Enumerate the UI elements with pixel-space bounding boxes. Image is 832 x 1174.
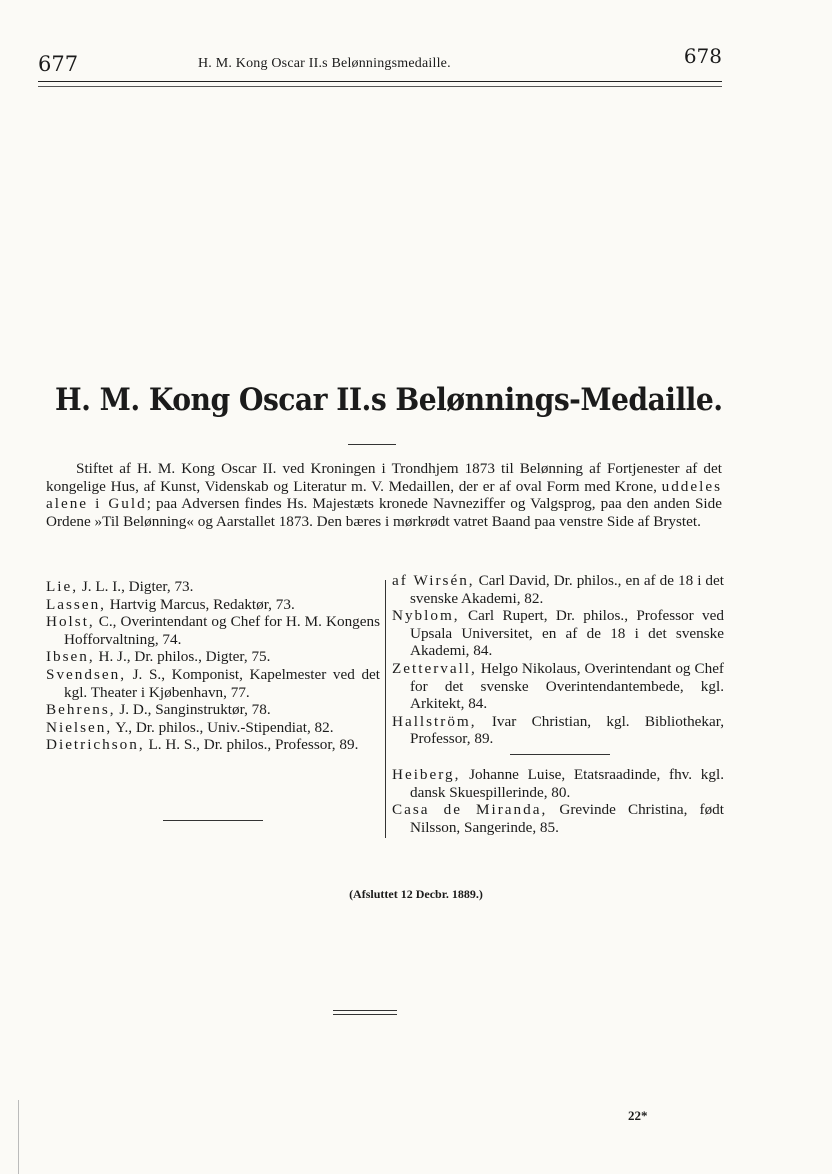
recipient-name: Zettervall,	[392, 659, 477, 677]
left-column-end-rule	[163, 820, 263, 821]
right-column-group-rule	[510, 754, 610, 755]
recipient-details: H. J., Dr. philos., Digter, 75.	[94, 648, 271, 666]
recipient-details: J. L. I., Digter, 73.	[78, 578, 194, 595]
end-rule	[333, 1010, 397, 1011]
recipient-details: Helgo Nikolaus, Overintendant og Chef for det svenske Overintendantembede, kgl. Arkitekt, 84.	[410, 659, 724, 713]
recipients-right-column	[392, 572, 724, 836]
recipient-name: Nielsen,	[46, 718, 113, 736]
recipient-name: Lie,	[46, 578, 79, 595]
recipient-name: Ibsen,	[46, 648, 95, 666]
intro-text-2: ; paa Adversen findes Hs. Majestæts kronede Navneziffer og Valgsprog, paa den anden Side Ordene »Til Belønning« og Aarstallet 1873. Den bæres i mørkrødt vatret Baand paa venstre Side af Brystet.	[46, 495, 722, 530]
closing-note: (Afsluttet 12 Decbr. 1889.)	[349, 887, 483, 901]
list-item	[46, 596, 380, 614]
recipient-name: af Wirsén,	[392, 572, 475, 589]
recipient-name: Behrens,	[46, 701, 116, 719]
recipient-name: Hallström,	[392, 712, 477, 730]
recipient-name: Holst,	[46, 613, 95, 631]
intro-text-1: Stiftet af H. M. Kong Oscar II. ved Kroningen i Trondhjem 1873 til Belønning af Fortjenester af det kongelige Hus, af Kunst, Videnskab og Literatur m. V. Medaillen, der er af oval Form med Krone,	[46, 460, 722, 495]
recipients-group-1	[392, 572, 724, 748]
recipient-name: Casa de Miranda,	[392, 801, 548, 819]
recipient-name: Lassen,	[46, 595, 106, 613]
header-rule	[38, 81, 722, 82]
recipient-details: Hartvig Marcus, Redaktør, 73.	[105, 595, 295, 613]
recipient-name: Svendsen,	[46, 665, 127, 683]
recipient-details: Grevinde Christina, født Nilsson, Sangerinde, 85.	[410, 801, 724, 836]
recipients-group-2	[392, 766, 724, 836]
recipient-details: J. D., Sanginstruktør, 78.	[115, 701, 271, 719]
running-title: H. M. Kong Oscar II.s Belønningsmedaille.	[198, 56, 451, 71]
intro-spaced-text: uddeles alene i Guld	[46, 477, 722, 512]
signature-mark: 22*	[628, 1108, 648, 1123]
header-rule-thin	[38, 86, 722, 87]
list-item	[392, 801, 724, 836]
recipient-details: L. H. S., Dr. philos., Professor, 89.	[144, 736, 359, 754]
list-item	[392, 607, 724, 660]
recipient-name: Dietrichson,	[46, 736, 145, 754]
list-item	[392, 660, 724, 713]
recipient-details: Y., Dr. philos., Univ.-Stipendiat, 82.	[112, 718, 334, 736]
list-item	[46, 736, 380, 754]
recipient-details: C., Overintendant og Chef for H. M. Kongens Hofforvaltning, 74.	[64, 613, 380, 648]
recipient-details: Johanne Luise, Etatsraadinde, fhv. kgl. dansk Skuespillerinde, 80.	[410, 765, 724, 801]
list-item	[392, 766, 724, 801]
recipient-details: J. S., Komponist, Kapelmester ved det kgl. Theater i Kjøbenhavn, 77.	[64, 665, 380, 701]
list-item	[46, 719, 380, 737]
list-item	[392, 713, 724, 748]
list-item	[46, 666, 380, 701]
recipient-details: Ivar Christian, kgl. Bibliothekar, Professor, 89.	[410, 712, 724, 748]
page-number-right: 678	[683, 44, 722, 68]
recipients-left-column	[46, 578, 380, 754]
title-divider	[348, 444, 396, 445]
page-number-left: 677	[38, 52, 79, 76]
page-edge-line	[18, 1100, 19, 1174]
list-item	[46, 578, 380, 596]
list-item	[392, 572, 724, 607]
end-rule-double	[333, 1014, 397, 1015]
recipient-details: Carl Rupert, Dr. philos., Professor ved Upsala Universitet, en af de 18 i det svenske Akademi, 84.	[410, 607, 724, 660]
intro-paragraph	[46, 460, 722, 530]
column-divider	[385, 580, 386, 838]
list-item	[46, 701, 380, 719]
recipient-name: Heiberg,	[392, 765, 461, 783]
list-item	[46, 613, 380, 648]
recipient-name: Nyblom,	[392, 607, 460, 625]
list-item	[46, 648, 380, 666]
page-header	[38, 42, 722, 76]
recipient-details: Carl David, Dr. philos., en af de 18 i det svenske Akademi, 82.	[410, 572, 724, 607]
page-title: H. M. Kong Oscar II.s Belønnings-Medaille.	[55, 382, 723, 418]
